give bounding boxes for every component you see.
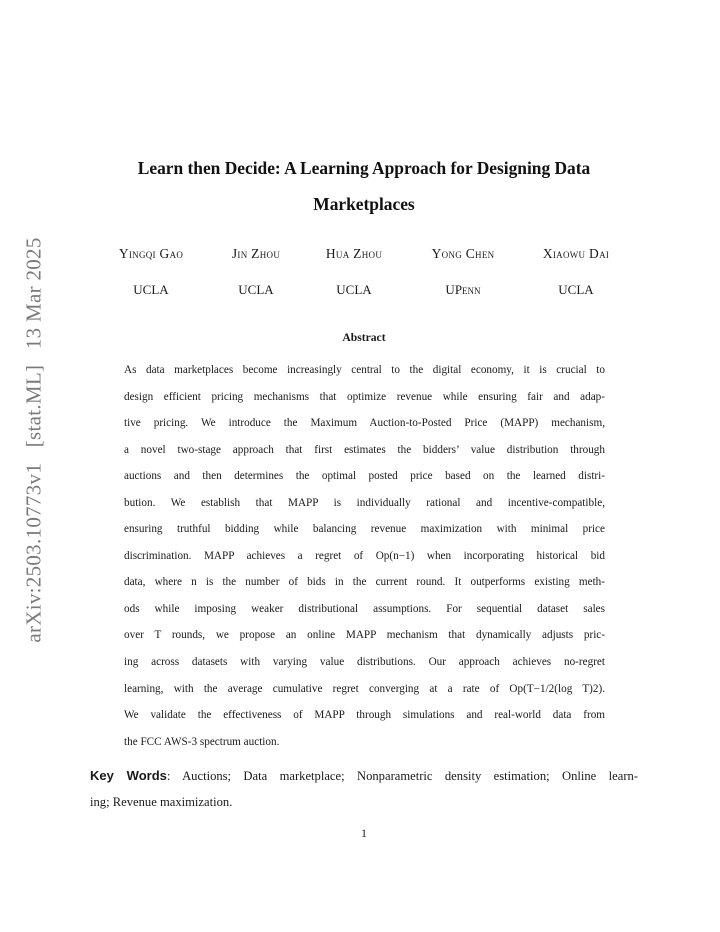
abstract-line: tive pricing. We introduce the Maximum Auction-to-Posted Price (MAPP) mechanism,: [124, 417, 605, 430]
keywords-label: Key Words: [90, 768, 167, 783]
author-block: [232, 244, 280, 300]
abstract-line: a novel two-stage approach that first estimates the bidders’ value distribution through: [124, 443, 605, 456]
abstract-line: ods while imposing weaker distributional assumptions. For sequential dataset sales: [124, 602, 605, 615]
author-name: Yong Chen: [431, 246, 495, 261]
keywords-line: ing; Revenue maximization.: [90, 795, 233, 809]
author-block: [326, 244, 382, 300]
title-line-1: Learn then Decide: A Learning Approach for Designing Data: [137, 158, 591, 178]
abstract-line: over T rounds, we propose an online MAPP mechanism that dynamically adjusts pric-: [124, 629, 605, 642]
paper-title: [90, 150, 638, 222]
abstract-line: design efficient pricing mechanisms that optimize revenue while ensuring fair and adap-: [124, 390, 605, 403]
abstract-line: auctions and then determines the optimal posted price based on the learned distri-: [124, 470, 605, 483]
arxiv-date: 13 Mar 2025: [21, 237, 46, 350]
author-name: Yingqi Gao: [118, 246, 184, 261]
author-affiliation: UCLA: [336, 282, 372, 297]
keywords-section: [90, 762, 638, 816]
abstract-text: [124, 357, 605, 755]
abstract-line: We validate the effectiveness of MAPP through simulations and real-world data from: [124, 709, 605, 722]
abstract-line: ensuring truthful bidding while balancing revenue maximization with minimal price: [124, 523, 605, 536]
arxiv-identifier-stamp: [22, 232, 47, 647]
author-name: Jin Zhou: [231, 246, 281, 261]
author-affiliation: UCLA: [133, 282, 169, 297]
abstract-line: As data marketplaces become increasingly central to the digital economy, it is crucial to: [124, 364, 605, 376]
author-name: Hua Zhou: [325, 246, 383, 261]
author-name: Xiaowu Dai: [542, 246, 610, 261]
abstract-line: the FCC AWS-3 spectrum auction.: [124, 735, 280, 748]
arxiv-id: arXiv:2503.10773v1: [21, 462, 46, 643]
keywords-text: : Auctions; Data marketplace; Nonparametric density estimation; Online learn-: [166, 769, 639, 783]
abstract-line: data, where n is the number of bids in the current round. It outperforms existing meth-: [124, 576, 605, 589]
author-block: [432, 244, 495, 300]
author-block: [543, 244, 609, 300]
author-affiliation: UCLA: [558, 282, 594, 297]
abstract-line: bution. We establish that MAPP is individually rational and incentive-compatible,: [124, 496, 605, 509]
arxiv-category: [stat.ML]: [21, 364, 46, 448]
page-number: 1: [361, 826, 367, 840]
author-block: [119, 244, 183, 300]
author-affiliation: UCLA: [238, 282, 274, 297]
abstract-line: discrimination. MAPP achieves a regret of Op(n−1) when incorporating historical bid: [124, 549, 605, 562]
title-line-2: Marketplaces: [313, 194, 415, 214]
author-affiliation: UPenn: [445, 282, 481, 297]
abstract-heading: Abstract: [342, 331, 386, 344]
abstract-line: learning, with the average cumulative regret converging at a rate of Op(T−1/2(log T)2).: [124, 682, 605, 695]
keywords-line: [90, 762, 638, 789]
abstract-line: ing across datasets with varying value distributions. Our approach achieves no-regret: [124, 656, 605, 669]
